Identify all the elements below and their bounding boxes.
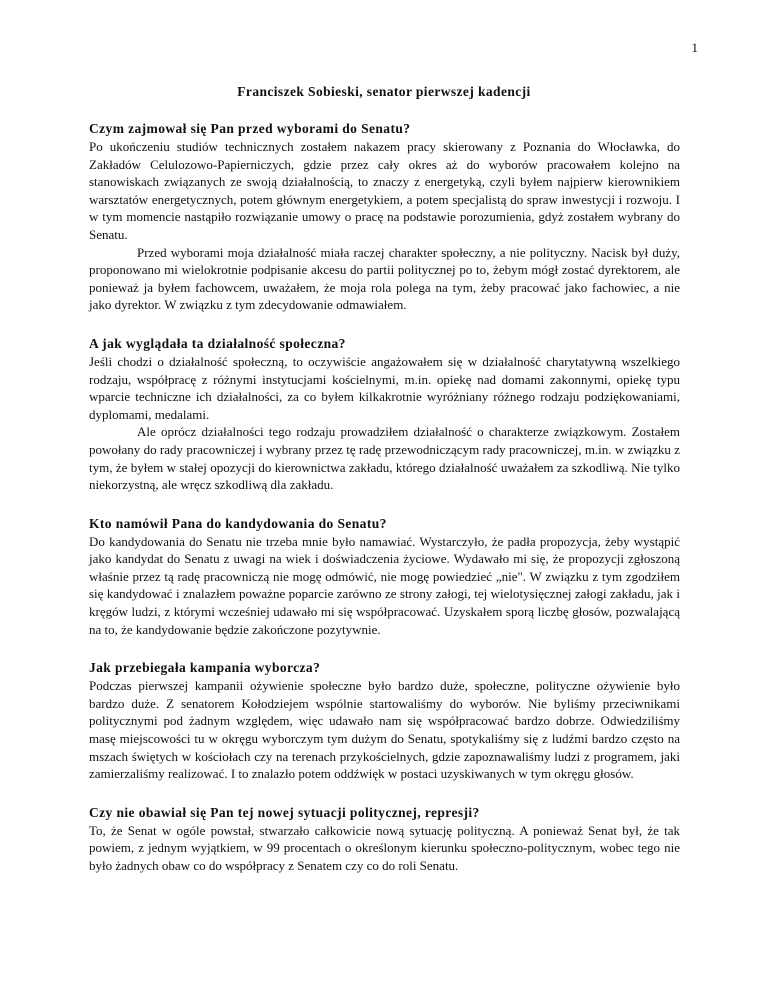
question-heading: Czym zajmował się Pan przed wyborami do Senatu? [89,121,411,136]
document-title: Franciszek Sobieski, senator pierwszej kadencji [237,84,531,99]
answer-paragraph: Do kandydowania do Senatu nie trzeba mnie było namawiać. Wystarczyło, że padła propozycja, żeby wystąpić jako kandydat do Senatu z uwagi na wiek i doświadczenia życiowe. Wydawało mi się, że propozycji zgłoszoną właśnie przez tą radę pracowniczą nie mogę odmówić, nie mogę powiedzieć „nie". W związku z tym zgodziłem się kandydować i znalazłem poważne poparcie zarówno ze strony załogi, tej wielotysięcznej załogi zakładu, jak i kręgów ludzi, z którymi wcześniej udawało mi się współpracować. Uzyskałem sporą liczbę głosów, pozwalającą na to, że kandydowanie będzie zakończone pozytywnie. [89,533,680,637]
interview-section [89,804,680,875]
answer-paragraph: To, że Senat w ogóle powstał, stwarzało całkowicie nową sytuację polityczną. A ponieważ Senat był, że tak powiem, z jednym wyjątkiem, w 99 procentach o określonym kierunku społeczno-politycznym, wobec tego nie było żadnych obaw co do współpracy z Senatem czy co do roli Senatu. [89,822,680,873]
answer-paragraph: Jeśli chodzi o działalność społeczną, to oczywiście angażowałem się w działalność charytatywną wszelkiego rodzaju, współpracę z różnymi instytucjami kościelnymi, m.in. opiekę nad domami zakonnymi, opiekę typu wparcie techniczne ich działalności, za co byłem kilkakrotnie wyróżniany różnego rodzaju podziękowaniami, dyplomami, medalami. [89,353,680,422]
answer-paragraph: Podczas pierwszej kampanii ożywienie społeczne było bardzo duże, społeczne, polityczne ożywienie było bardzo duże. Z senatorem Kołodziejem wspólnie startowaliśmy do wyborów. Nie byliśmy przeciwnikami politycznymi pod żadnym względem, więc udawało nam się współpracować bardzo dobrze. Odwiedziliśmy masę miejscowości tu w okręgu wyborczym tym dużym do Senatu, spotykaliśmy się z ludźmi bardzo często na mszach świętych w kościołach czy na terenach przykościelnych, gdzie zapoznawaliśmy ludzi z programem, jaki zamierzaliśmy realizować. I to znalazło potem oddźwięk w postaci uzyskiwanych w tym okręgu głosów. [89,678,680,782]
page-number: 1 [691,40,698,55]
answer-paragraph: Ale oprócz działalności tego rodzaju prowadziłem działalność o charakterze związkowym. Zostałem powołany do rady pracowniczej i wybrany przez tę radę przewodniczącym rady pracowniczej, m.in. w związku z tym, że byłem w stałej opozycji do kierownictwa zakładu, którego działalność uważałem za szkodliwą. Nie tylko niekorzystną, ale wręcz szkodliwą dla zakładu. [89,424,680,493]
interview-section [89,659,680,783]
question-heading: A jak wyglądała ta działalność społeczna? [89,335,346,351]
answer-paragraph: Po ukończeniu studiów technicznych zostałem nakazem pracy skierowany z Poznania do Włocławka, do Zakładów Celulozowo-Papierniczych, gdzie przez cały okres aż do wyborów pracowałem kolejno na stanowiskach związanych ze swoją działalnością, to znaczy z energetyką, czyli byłem najpierw kierownikiem warsztatów energetycznych, potem głównym energetykiem, a potem specjalistą do spraw inwestycji i rozwoju. I w tym momencie nastąpiło rozwiązanie umowy o pracę na podstawie porozumienia, gdyż zostałem wybrany do Senatu. [89,139,680,242]
question-heading: Czy nie obawiał się Pan tej nowej sytuacji politycznej, represji? [89,804,480,820]
interview-content [89,120,680,896]
interview-section [89,515,680,639]
answer-paragraph: Przed wyborami moja działalność miała raczej charakter społeczny, a nie polityczny. Nacisk był duży, proponowano mi wielokrotnie podpisanie akcesu do partii politycznej po to, żebym mógł zostać dyrektorem, ale ponieważ ja byłem fachowcem, uważałem, że moja rola polega na tym, żeby pracować jako fachowiec, a nie jako dyrektor. W związku z tym zdecydowanie odmawiałem. [89,244,680,313]
interview-section [89,335,680,494]
question-heading: Jak przebiegała kampania wyborcza? [89,660,321,676]
interview-section [89,120,680,314]
question-heading: Kto namówił Pana do kandydowania do Senatu? [89,515,387,531]
